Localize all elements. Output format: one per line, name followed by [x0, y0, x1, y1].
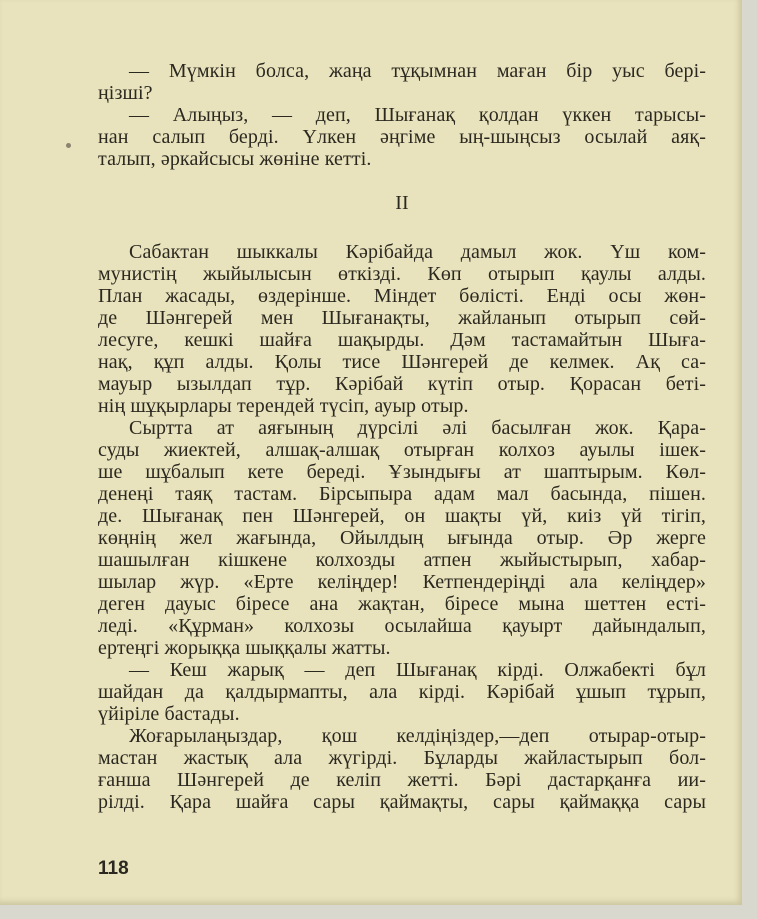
text-line: — Мүмкін болса, жаңа тұқымнан маған бір уыс бері- — [129, 60, 706, 82]
ink-spot — [66, 143, 71, 148]
text-line: леді. «Құрман» колхозы осылайша қауырт дайындалып, — [98, 615, 706, 637]
section-break — [98, 170, 706, 241]
text-line: ше шұбалып кете береді. Ұзындығы ат шаптырым. Көл- — [98, 461, 706, 483]
text-line: — Алыңыз, — деп, Шығанақ қолдан үккен тарысы- — [129, 104, 706, 126]
text-line: үйіріле бастады. — [98, 703, 240, 725]
text-line: нің шұқырлары терендей түсіп, ауыр отыр. — [98, 395, 469, 417]
text-line: лесуге, кешкі шайға шақырды. Дәм тастамайтын Шыға- — [98, 329, 706, 351]
section-body — [98, 241, 706, 813]
page-text — [98, 60, 706, 813]
text-line: Сабактан шыккалы Кәрібайда дамыл жок. Үш ком- — [129, 241, 706, 263]
text-line: мастан жастық ала жүгірді. Бұларды жайластырып бол- — [98, 747, 706, 769]
page-number: 118 — [98, 858, 129, 879]
text-line: ертеңгі жорыққа шыққалы жатты. — [98, 637, 391, 659]
text-line: ғанша Шәнгерей де келіп жетті. Бәрі дастарқанға ии- — [98, 769, 706, 791]
text-line: мунистің жыйылысын өткізді. Көп отырып қаулы алды. — [98, 263, 706, 285]
text-line: шылар жүр. «Ерте келіңдер! Кетпендеріңді ала келіңдер» — [98, 571, 706, 593]
text-line: де. Шығанақ пен Шәнгерей, он шақты үй, киіз үй тігіп, — [98, 505, 706, 527]
text-line: шашылған кішкене колхозды атпен жыйыстырып, хабар- — [98, 549, 706, 571]
closing-paragraphs — [98, 60, 706, 170]
text-line: суды жиектей, алшақ-алшақ отырған колхоз ауылы ішек- — [98, 439, 706, 461]
text-line: рілді. Қара шайға сары қаймақты, сары қаймаққа сары — [98, 791, 706, 813]
text-line: көңнің жел жағында, Ойылдың ығында отыр. Әр жерге — [98, 527, 706, 549]
text-line: Сыртта ат аяғының дүрсілі әлі басылған жок. Қара- — [129, 417, 706, 439]
text-line: мауыр ызылдап тұр. Кәрібай күтіп отыр. Қорасан беті- — [98, 373, 706, 395]
text-line: де Шәнгерей мен Шығанақты, жайланып отырып сөй- — [98, 307, 706, 329]
text-line: денеңі таяқ тастам. Бірсыпыра адам мал басында, пішен. — [98, 483, 706, 505]
text-line: деген дауыс біресе ана жақтан, біресе мына шеттен есті- — [98, 593, 706, 615]
text-line: — Кеш жарық — деп Шығанақ кірді. Олжабекті бұл — [129, 659, 706, 681]
text-line: талып, әркайсысы жөніне кетті. — [98, 148, 372, 170]
text-line: нақ, құп алды. Қолы тисе Шәнгерей де келмек. Ақ са- — [98, 351, 706, 373]
text-line: План жасады, өздерінше. Міндет бөлісті. Енді осы жөн- — [98, 285, 706, 307]
text-line: ңізші? — [98, 82, 153, 104]
text-line: Жоғарылаңыздар, қош келдіңіздер,—деп отырар-отыр- — [129, 725, 706, 747]
text-line: нан салып берді. Үлкен әңгіме ың-шыңсыз осылай аяқ- — [98, 126, 706, 148]
section-heading: II — [395, 192, 409, 214]
text-line: шайдан да қалдырмапты, ала кірді. Кәрібай ұшып тұрып, — [98, 681, 706, 703]
